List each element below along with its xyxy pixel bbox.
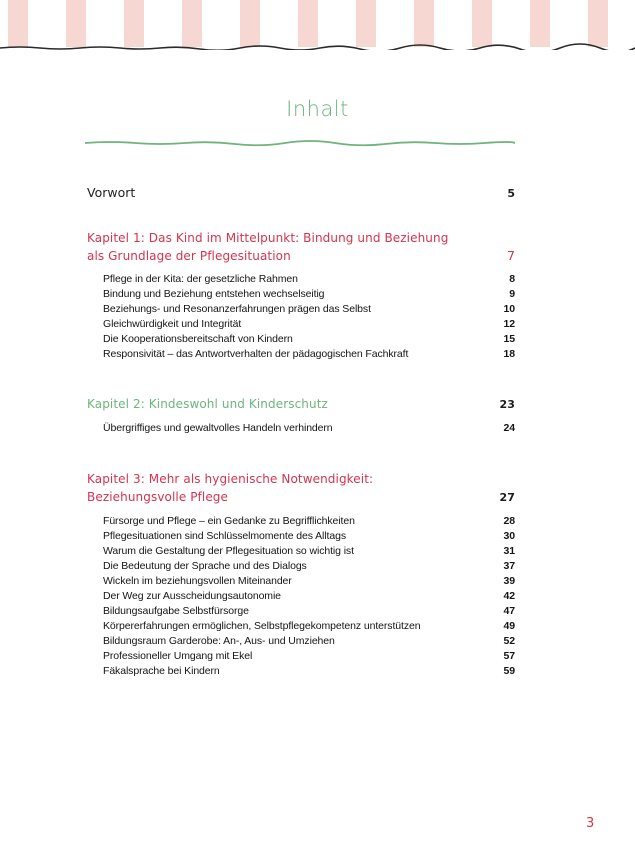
pink-stripe	[356, 0, 376, 47]
title-underline	[85, 138, 515, 148]
toc-section-entry[interactable]	[87, 514, 515, 529]
toc-section-entry[interactable]	[87, 272, 515, 287]
page-number: 3	[586, 816, 595, 831]
toc-section-page: 30	[503, 530, 515, 542]
toc-section-entry[interactable]	[87, 589, 515, 604]
toc-section-entry[interactable]	[87, 544, 515, 559]
toc-entry[interactable]	[87, 184, 515, 203]
toc-section-page: 37	[503, 560, 515, 572]
toc-section-label: Pflegesituationen sind Schlüsselmomente des Alltags	[103, 530, 346, 542]
toc-section-entry[interactable]	[87, 604, 515, 619]
toc-section-entry[interactable]	[87, 347, 515, 362]
toc-section-page: 28	[503, 515, 515, 527]
toc-section-label: Responsivität – das Antwortverhalten der pädagogischen Fachkraft	[103, 348, 409, 360]
toc-section-page: 49	[503, 620, 515, 632]
toc-section-entry[interactable]	[87, 421, 515, 436]
toc-entry-page: 5	[507, 187, 515, 200]
chapter-1-title-line-2: als Grundlage der Pflegesituation	[87, 249, 291, 263]
toc-section-page: 10	[503, 303, 515, 315]
toc-section-label: Wickeln im beziehungsvollen Miteinander	[103, 575, 292, 587]
chapter-2-heading[interactable]	[87, 395, 515, 414]
toc-entry-label: Vorwort	[87, 185, 136, 200]
pink-stripe	[472, 0, 492, 47]
pink-stripe	[414, 0, 434, 47]
toc-section-label: Fürsorge und Pflege – ein Gedanke zu Begrifflichkeiten	[103, 515, 355, 527]
toc-section-page: 8	[509, 273, 515, 285]
toc-section-entry[interactable]	[87, 559, 515, 574]
toc-section-page: 57	[503, 650, 515, 662]
pink-stripes	[8, 0, 608, 47]
toc-chapter-1	[87, 229, 515, 362]
toc-section-label: Bildungsraum Garderobe: An-, Aus- und Umziehen	[103, 635, 335, 647]
toc-section-page: 15	[503, 333, 515, 345]
pink-stripe	[530, 0, 550, 47]
toc-section-label: Übergriffiges und gewaltvolles Handeln verhindern	[103, 422, 333, 434]
toc-section-label: Körpererfahrungen ermöglichen, Selbstpflegekompetenz unterstützen	[103, 620, 421, 632]
pink-stripe	[66, 0, 86, 47]
toc-section-page: 52	[503, 635, 515, 647]
chapter-3-title-line-1: Kapitel 3: Mehr als hygienische Notwendigkeit:	[87, 472, 374, 486]
toc-section-label: Bindung und Beziehung entstehen wechselseitig	[103, 288, 325, 300]
pink-stripe	[124, 0, 144, 47]
toc-chapter-2	[87, 395, 515, 436]
toc-section-entry[interactable]	[87, 634, 515, 649]
toc-section-label: Die Kooperationsbereitschaft von Kindern	[103, 333, 293, 345]
chapter-3-title-line-2: Beziehungsvolle Pflege	[87, 490, 229, 504]
toc-section-entry[interactable]	[87, 332, 515, 347]
chapter-1-sections	[87, 272, 515, 362]
toc-section-label: Bildungsaufgabe Selbstfürsorge	[103, 605, 249, 617]
pink-stripe	[298, 0, 318, 47]
toc-section-page: 18	[503, 348, 515, 360]
toc-chapter-3	[87, 470, 515, 679]
chapter-2-sections	[87, 421, 515, 436]
chapter-1-heading[interactable]	[87, 229, 515, 265]
chapter-1-page: 7	[506, 248, 515, 263]
toc-section-page: 12	[503, 318, 515, 330]
toc-section-page: 9	[509, 288, 515, 300]
toc-section-page: 31	[503, 545, 515, 557]
toc-section-page: 24	[503, 422, 515, 434]
pink-stripe	[240, 0, 260, 47]
toc-section-page: 42	[503, 590, 515, 602]
pink-stripe	[182, 0, 202, 47]
toc-section-label: Der Weg zur Ausscheidungsautonomie	[103, 590, 281, 602]
toc-preface	[87, 184, 515, 203]
toc-section-entry[interactable]	[87, 574, 515, 589]
toc-section-entry[interactable]	[87, 317, 515, 332]
toc-section-entry[interactable]	[87, 287, 515, 302]
striped-header-band	[0, 0, 635, 50]
toc-section-label: Die Bedeutung der Sprache und des Dialogs	[103, 560, 307, 572]
toc-section-page: 47	[503, 605, 515, 617]
toc-section-label: Beziehungs- und Resonanzerfahrungen prägen das Selbst	[103, 303, 371, 315]
toc-section-label: Fäkalsprache bei Kindern	[103, 665, 220, 677]
pink-stripe	[588, 0, 608, 47]
chapter-2-title: Kapitel 2: Kindeswohl und Kinderschutz	[87, 397, 328, 411]
toc-section-entry[interactable]	[87, 529, 515, 544]
chapter-1-title-line-1: Kapitel 1: Das Kind im Mittelpunkt: Bindung und Beziehung	[87, 231, 449, 245]
toc-section-entry[interactable]	[87, 664, 515, 679]
pink-stripe	[8, 0, 28, 47]
chapter-3-page: 27	[499, 491, 515, 504]
toc-section-label: Professioneller Umgang mit Ekel	[103, 650, 253, 662]
toc-section-label: Gleichwürdigkeit und Integrität	[103, 318, 242, 330]
toc-section-label: Warum die Gestaltung der Pflegesituation so wichtig ist	[103, 545, 354, 557]
page-title: Inhalt	[286, 97, 349, 121]
chapter-3-sections	[87, 514, 515, 679]
chapter-3-heading[interactable]	[87, 470, 515, 507]
chapter-2-page: 23	[499, 398, 515, 411]
toc-section-page: 39	[503, 575, 515, 587]
toc-section-entry[interactable]	[87, 649, 515, 664]
toc-section-entry[interactable]	[87, 302, 515, 317]
toc-section-label: Pflege in der Kita: der gesetzliche Rahmen	[103, 273, 298, 285]
toc-section-entry[interactable]	[87, 619, 515, 634]
toc-section-page: 59	[503, 665, 515, 677]
